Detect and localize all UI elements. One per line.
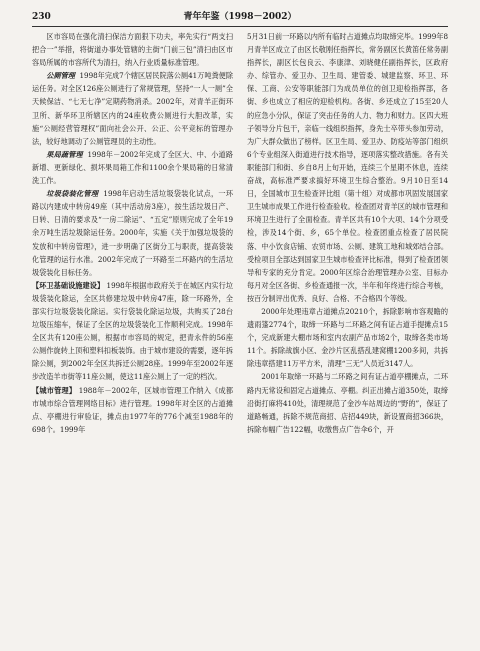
paragraph: 区市容局在强化清扫保洁方面狠下功夫，率先实行“两支扫把合一”举措，将街道办事处管辖的主街“门前三包”清扫由区市容局所属的市容所代为清扫，纳入行业质量标准管理。 xyxy=(32,32,233,68)
run-in-heading: 果局蔬管理 xyxy=(46,149,83,159)
paragraph xyxy=(32,148,233,187)
paragraph-text: 1988年－2002年，区城市管理工作纳入《成都市城市综合管理网络目标》进行管理。1998年对全区的占道摊点、亭棚进行审验证，摊点由1977年的776个减至1988年的698个。1999年 xyxy=(32,385,233,434)
section-paragraph xyxy=(32,384,233,436)
section-heading: 【城市管理】 xyxy=(32,385,77,395)
section-paragraph xyxy=(32,279,233,384)
section-heading: 【环卫基础设施建设】 xyxy=(32,280,105,290)
paragraph-text: 1998年启动生活垃圾袋装化试点，一环路以内建成中转房49座（其中活动房3座），按生活垃圾日产、日转、日清的要求及“一房二除运”、“五定”原则完成了全年19余万吨生活垃圾除运任务。2000年，实施《关于加强垃圾袋的发放和中转房管理》，进一步明确了区街分工与职责，提高袋装化管理的运行水准。2002年完成了一环路至二环路内的生活垃圾袋装化目标任务。 xyxy=(32,189,233,277)
running-title: 青年年鉴（1998－2002） xyxy=(183,12,297,22)
run-in-heading: 公厕管理 xyxy=(46,71,75,81)
run-in-heading: 垃圾袋装化管理 xyxy=(46,189,99,199)
page-number: 230 xyxy=(32,12,51,22)
paragraph-text: 1998年根据市政府关于在城区内实行垃圾袋装化除运，全区共修建垃圾中转房47座，除一环路外，全部实行垃圾袋装化除运。实行袋装化除运垃圾，共购买了28台垃圾压缩车，保证了全区的垃圾袋装化工作顺利完成。1998年全区共有120座公厕，根据市市容局的规定，把青永件的56座公厕作旋转上顶和塑料扣板装饰。由于城市建设的需要，逐年拆除公厕，到2002年全区共拆迁公厕28座。1999年至2002年逐步改造羊市街等11座公厕，使这11座公厕上了一定的档次。 xyxy=(32,280,233,382)
paragraph: 2000年处理违章占道摊点20210个，拆除影响市容观瞻的遗雨篷2774个，取缔一环路与二环路之间有证占道手提摊点15个，完成新建大棚市场和室内农副产品市场2个，取缔各类市场11个。拆除战旗小区、金沙片区乱搭乱建窝棚1200多间，共拆除违章搭建11万平方米，清理“三无”人员近3147人。 xyxy=(247,306,448,369)
paragraph: 5月31日前一环路以内所有临时占道摊点均取缔完毕。1999年8月青羊区成立了由区长敬刚任指挥长，常务副区长黄笛任常务副指挥长，副区长包良云、李康津、刘晓健任副指挥长，区政府办、综管办、爱卫办、卫生局、建管委、城建监察、环卫、环保、工商、公安等职能部门为成员单位的创卫迎检指挥部，各街、乡也成立了相应的迎检机构。各街、乡还成立了15至20人的应急小分队，保证了突击任务的人力、物力和财力。区四大班子领导分片包干，亲临一线组织指挥，身先士卒带头参加劳动，为广大群众做出了榜样。区卫生局、爱卫办、防疫站等部门组织6个专业组深入街道进行技术指导，逐项落实整改措施。各有关职能部门和街、乡自8月上旬开始，连续三个星期不休息，连续奋战，高标准严要求搞好环境卫生综合整治。9月10日至14日，全国城市卫生检查评比组（第十组）对成都市巩固发展国家卫生城市成果工作进行检查验收。检查团对青羊区的城市管理和环境卫生进行了全面检查。青羊区共有10个大项、14个分项受检，涉及14个街、乡，65个单位。检查团重点检查了居民院落、中小饮食店铺、农贸市场、公厕、建筑工地和城郊结合部。受检项目全部达到国家卫生城市检查评比标准，得到了检查团领导和专家的充分肯定。2000年区综合治理管理办公室、目标办每月对全区各街、乡检查通报一次，半年和年终进行综合考核，按百分制评出优秀、良好、合格、不合格四个等级。 xyxy=(247,32,448,303)
paragraph-text: 1998年完成7个辖区居民院落公厕41万吨粪便除运任务。对全区126座公厕进行了常规管理，坚持“一人一厕”全天候保洁、“七无七净”定期药物消杀。2002年，对青羊正街环卫所、新华环卫所辖区内的24座收费公厕进行大胆改革，实施“公厕经营管理权”面向社会公开、公正、公平竞标的管理办法，较好地调动了公厕管理员的主动性。 xyxy=(32,71,233,146)
paragraph: 2001年取缔一环路与二环路之间有证占道亭棚摊点，二环路内无常设和固定占道摊点、亭棚。纠正出摊占道350处，取缔沿街打麻将410处，清理规范了金沙车站周边的“野的”，保证了道路畅通，拆除不规范商招、店招449块，新设置商招366块，拆除布幅广告122幅，收缴售点广告伞6个，开 xyxy=(247,372,448,434)
right-column xyxy=(247,30,448,436)
paragraph xyxy=(32,69,233,148)
paragraph-text: 1998年－2002年完成了全区大、中、小道路新增、更新绿化、损坏果局箱工作和1100余个果局箱的日常清洗工作。 xyxy=(32,149,233,186)
paragraph xyxy=(32,187,233,279)
left-column xyxy=(32,30,233,436)
page-header xyxy=(32,10,448,27)
